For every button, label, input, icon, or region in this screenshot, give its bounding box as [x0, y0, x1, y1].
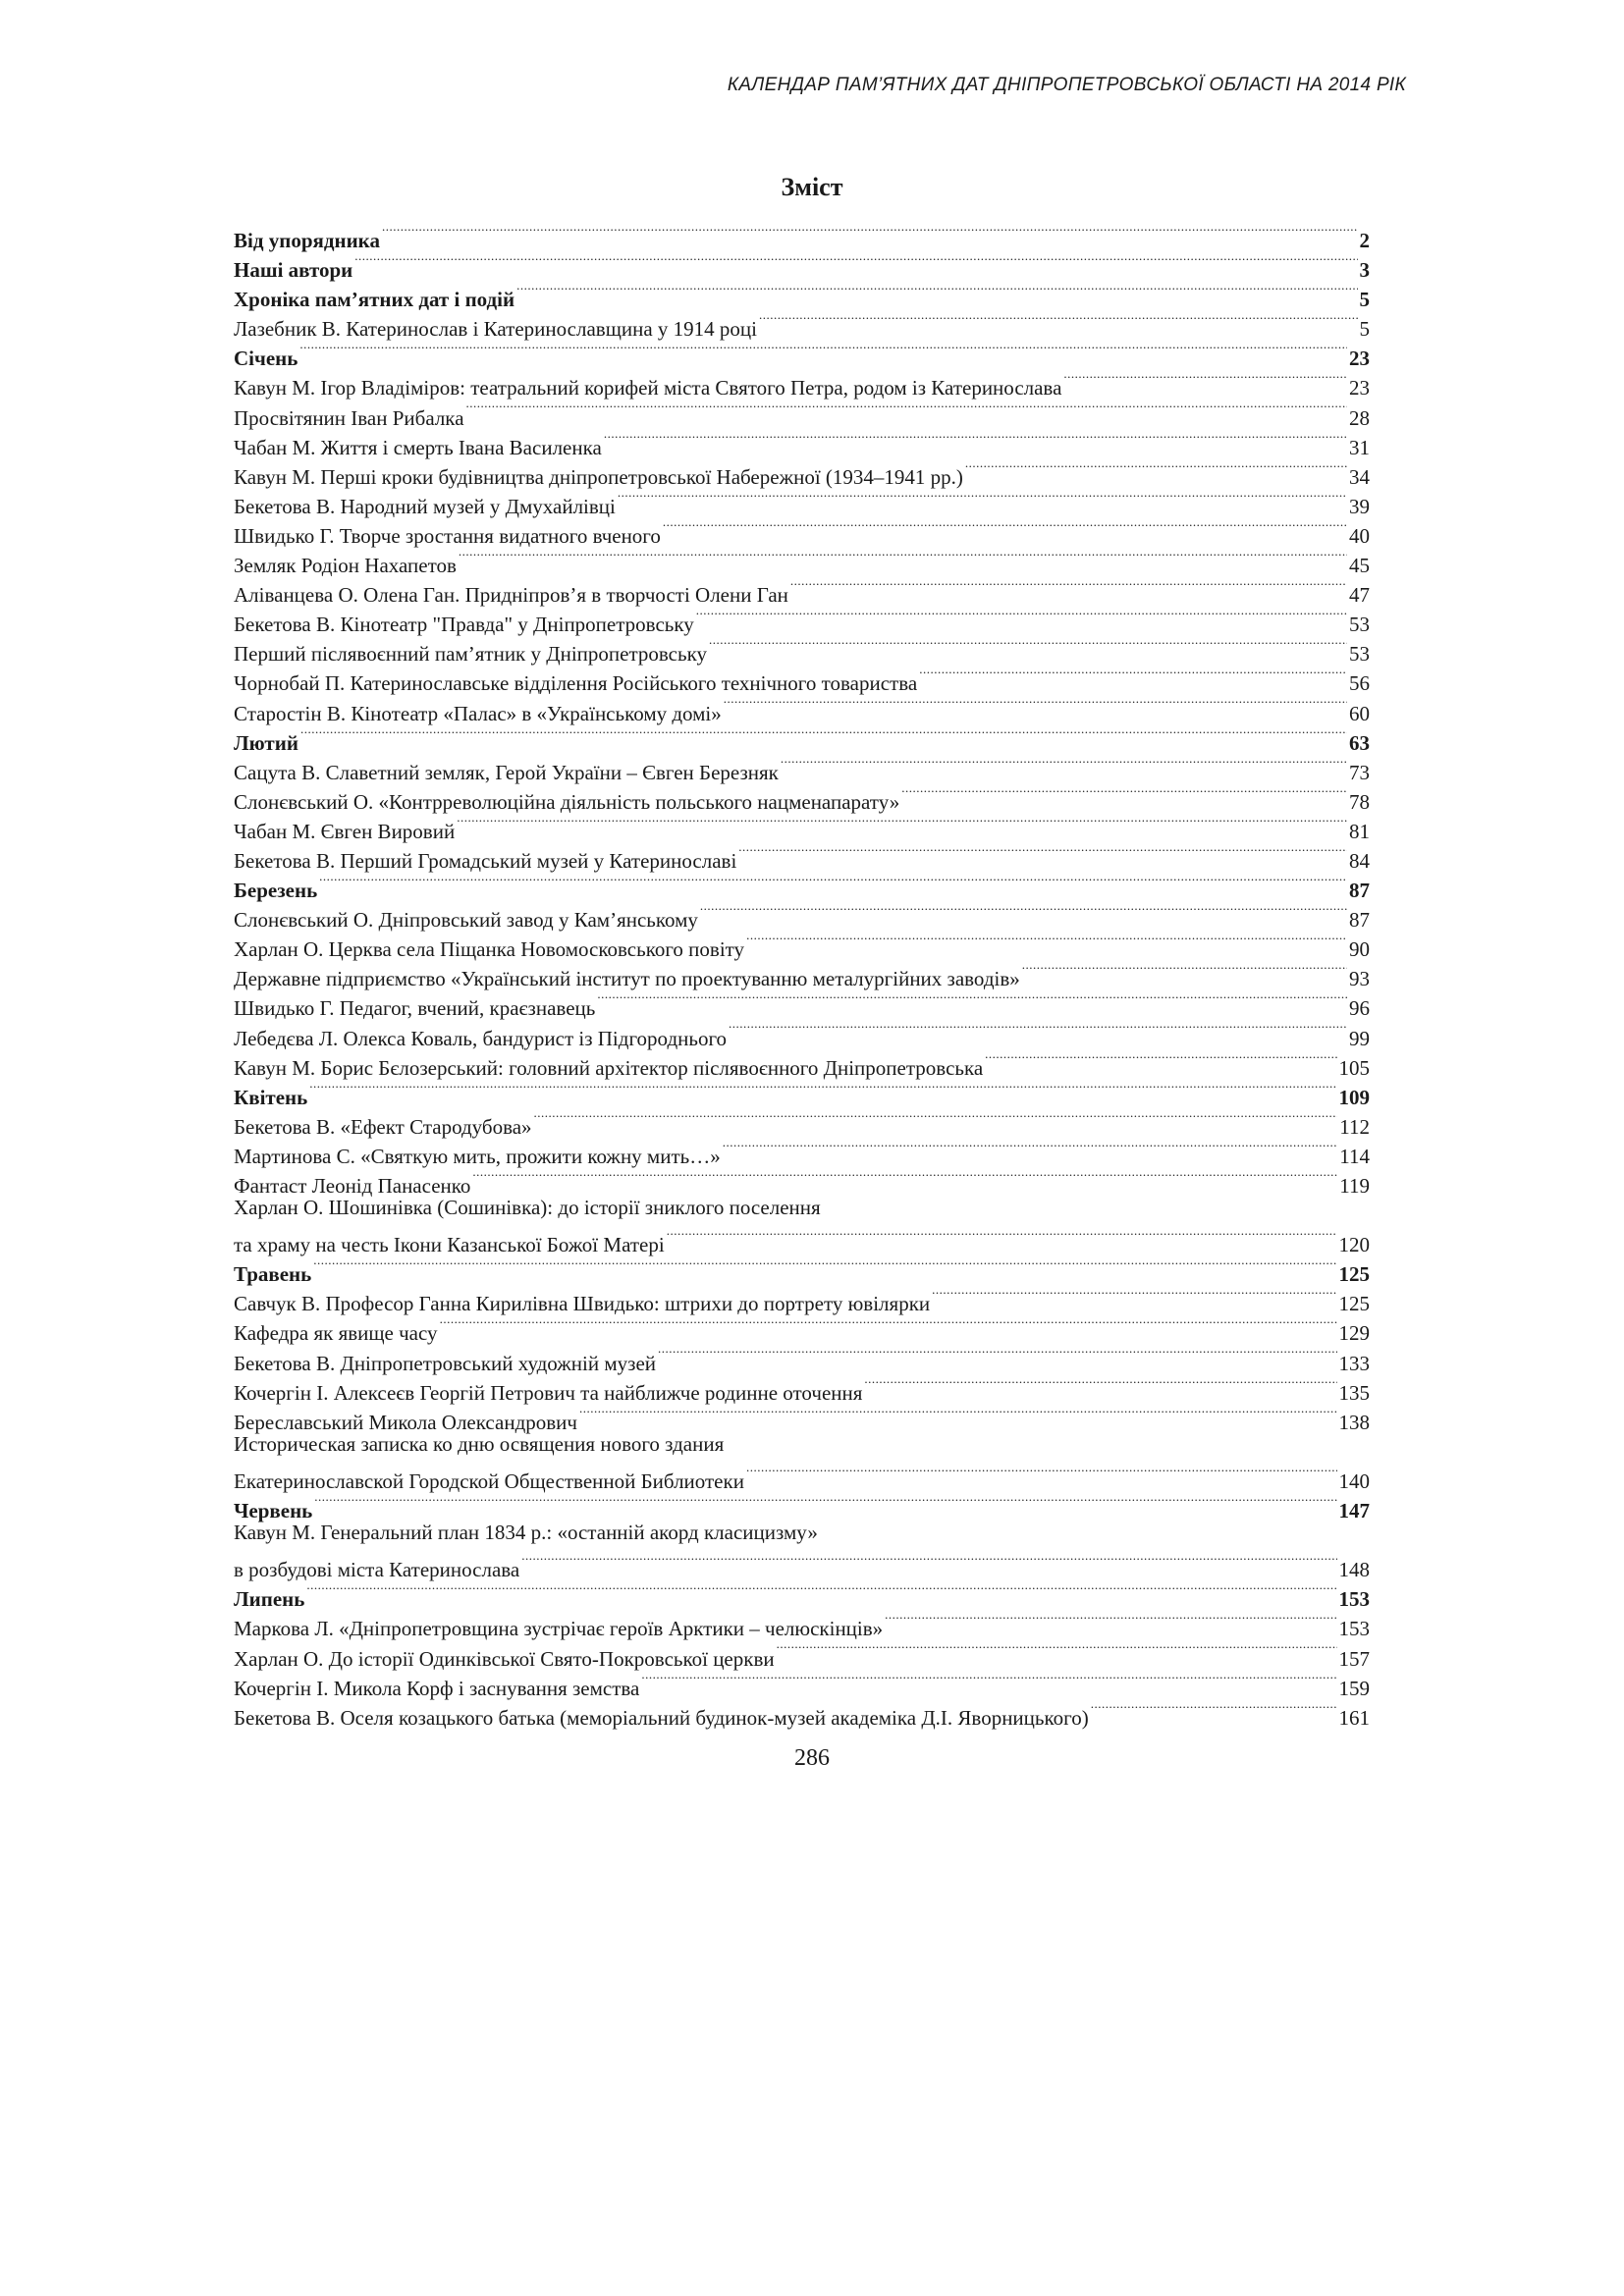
toc-entry	[234, 1281, 1370, 1316]
toc-entry	[234, 897, 1370, 933]
toc-page-number: 129	[1338, 1321, 1370, 1346]
toc-entry-title: Швидько Г. Творче зростання видатного вченого	[234, 523, 661, 548]
toc-dot-leader	[354, 247, 1357, 277]
running-header: КАЛЕНДАР ПАМ’ЯТНИХ ДАТ ДНІПРОПЕТРОВСЬКОЇ ОБЛАСТІ НА 2014 РІК	[727, 75, 1406, 95]
toc-dot-leader	[901, 779, 1347, 809]
toc-entry	[234, 1606, 1370, 1641]
toc-entry-title: Перший післявоєнний пам’ятник у Дніпропетровську	[234, 642, 707, 667]
toc-section-heading	[234, 721, 1370, 755]
toc-page-number: 109	[1338, 1085, 1370, 1109]
toc-entry-title: Березень	[234, 879, 318, 903]
toc-entry	[234, 1518, 1370, 1547]
toc-entry-title: Січень	[234, 347, 298, 371]
toc-dot-leader	[932, 1281, 1336, 1310]
toc-entry	[234, 1193, 1370, 1222]
toc-entry-title: Бекетова В. Дніпропетровський художній музей	[234, 1351, 656, 1375]
toc-dot-leader	[597, 986, 1347, 1015]
toc-entry	[234, 1222, 1370, 1257]
toc-page-number: 159	[1338, 1676, 1370, 1700]
toc-dot-leader	[618, 484, 1347, 513]
toc-page-number: 53	[1349, 613, 1370, 637]
toc-section-heading	[234, 1252, 1370, 1287]
toc-page-number: 112	[1339, 1114, 1370, 1139]
toc-entry-title: Екатеринославской Городской Общественной Библиотеки	[234, 1468, 744, 1493]
toc-entry-title: Сацута В. Славетний земляк, Герой України – Євген Березняк	[234, 760, 779, 784]
toc-entry-title: Бекетова В. Перший Громадський музей у Катеринославі	[234, 848, 737, 873]
toc-dot-leader	[667, 1222, 1337, 1252]
toc-section-heading	[234, 218, 1370, 252]
toc-entry-title: Аліванцева О. Олена Ган. Придніпров’я в творчості Олени Ган	[234, 583, 788, 608]
toc-dot-leader	[1091, 1695, 1337, 1725]
toc-entry-title: Чорнобай П. Катеринославське відділення Російського технічного товариства	[234, 671, 918, 696]
toc-entry-title: Слонєвський О. «Контрреволюційна діяльність польського нацменапарату»	[234, 789, 900, 814]
toc-page-number: 5	[1359, 288, 1370, 312]
toc-dot-leader	[696, 602, 1347, 631]
toc-dot-leader	[746, 927, 1347, 956]
toc-section-heading	[234, 1075, 1370, 1109]
toc-dot-leader	[700, 897, 1347, 927]
toc-entry-title: Фантаст Леонід Панасенко	[234, 1174, 471, 1198]
toc-entry-title: Кавун М. Перші кроки будівництва дніпропетровської Набережної (1934–1941 рр.)	[234, 464, 963, 489]
toc-dot-leader	[309, 1075, 1336, 1104]
toc-section-heading	[234, 336, 1370, 371]
toc-section-heading	[234, 277, 1370, 312]
toc-dot-leader	[306, 1576, 1336, 1606]
toc-dot-leader	[885, 1606, 1336, 1635]
toc-page-number: 23	[1349, 376, 1370, 400]
toc-title: Зміст	[781, 173, 843, 201]
toc-dot-leader	[746, 1459, 1337, 1488]
toc-entry-title: та храму на честь Ікони Казанської Божої Матері	[234, 1233, 665, 1257]
toc-entry-title: Бекетова В. Народний музей у Дмухайлівці	[234, 494, 616, 518]
toc-section-heading	[234, 1488, 1370, 1523]
toc-page-number: 120	[1338, 1233, 1370, 1257]
toc-page-number: 153	[1338, 1617, 1370, 1641]
toc-dot-leader	[919, 661, 1347, 690]
toc-entry-title: Слонєвський О. Дніпровський завод у Кам’янському	[234, 908, 698, 933]
toc-page-number: 99	[1349, 1026, 1370, 1050]
toc-page-number: 105	[1338, 1055, 1370, 1080]
toc-entry-title: Кавун М. Генеральний план 1834 р.: «останній акорд класицизму»	[234, 1521, 818, 1545]
toc-page-number: 87	[1349, 879, 1370, 903]
toc-dot-leader	[738, 838, 1347, 868]
toc-dot-leader	[459, 543, 1347, 572]
toc-page-number: 138	[1338, 1410, 1370, 1434]
toc-page-number: 148	[1338, 1558, 1370, 1582]
toc-section-heading	[234, 1576, 1370, 1612]
toc-dot-leader	[729, 1016, 1347, 1045]
toc-page-number: 31	[1349, 435, 1370, 459]
toc-entry	[234, 1459, 1370, 1493]
toc-entry-title: Чабан М. Євген Вировий	[234, 819, 456, 843]
toc-dot-leader	[1022, 956, 1347, 986]
toc-entry-title: Бекетова В. «Ефект Стародубова»	[234, 1114, 532, 1139]
toc-dot-leader	[440, 1310, 1337, 1340]
toc-dot-leader	[313, 1252, 1336, 1281]
toc-dot-leader	[521, 1547, 1336, 1576]
toc-entry-title: Мартинова С. «Святкую мить, прожити кожну мить…»	[234, 1144, 721, 1168]
toc-page-number: 147	[1338, 1499, 1370, 1523]
toc-dot-leader	[472, 1163, 1337, 1193]
toc-entry-title: Швидько Г. Педагог, вчений, краєзнавець	[234, 996, 596, 1021]
toc-entry-title: Старостін В. Кінотеатр «Палас» в «Українському домі»	[234, 701, 722, 725]
toc-entry-title: Харлан О. До історії Одинківської Свято-Покровської церкви	[234, 1646, 775, 1671]
toc-entry-title: Бекетова В. Оселя козацького батька (меморіальний будинок-музей академіка Д.І. Яворницького)	[234, 1705, 1089, 1730]
toc-page-number: 63	[1349, 730, 1370, 755]
toc-section-heading	[234, 868, 1370, 903]
table-of-contents	[234, 218, 1370, 1730]
toc-entry-title: Лазебник В. Катеринослав і Катеринославщина у 1914 році	[234, 317, 758, 342]
toc-entry-title: Лебедєва Л. Олекса Коваль, бандурист із Підгороднього	[234, 1026, 728, 1050]
toc-entry-title: Савчук В. Професор Ганна Кирилівна Швидько: штрихи до портрету ювілярки	[234, 1292, 931, 1316]
toc-dot-leader	[985, 1045, 1336, 1075]
toc-page-number: 153	[1338, 1587, 1370, 1612]
toc-dot-leader	[723, 1134, 1338, 1163]
toc-entry	[234, 1547, 1370, 1582]
toc-entry-title: Травень	[234, 1262, 312, 1287]
toc-entry-title: Квітень	[234, 1085, 308, 1109]
toc-dot-leader	[300, 721, 1347, 750]
toc-dot-leader	[709, 631, 1347, 661]
toc-dot-leader	[790, 572, 1347, 602]
toc-page-number: 90	[1349, 937, 1370, 962]
toc-entry	[234, 365, 1370, 400]
toc-entry-title: Державне підприємство «Український інститут по проектуванню металургійних заводів»	[234, 967, 1020, 991]
toc-entry-title: Маркова Л. «Дніпропетровщина зустрічає героїв Арктики – челюскінців»	[234, 1617, 884, 1641]
toc-entry-title: Кавун М. Ігор Владіміров: театральний корифей міста Святого Петра, родом із Катеринослава	[234, 376, 1062, 400]
toc-page-number: 81	[1349, 819, 1370, 843]
toc-dot-leader	[1063, 365, 1347, 395]
toc-page-number: 60	[1349, 701, 1370, 725]
toc-entry-title: Лютий	[234, 730, 298, 755]
toc-page-number: 93	[1349, 967, 1370, 991]
toc-entry-title: Кочергін І. Алексеєв Георгій Петрович та найближче родинне оточення	[234, 1380, 863, 1405]
toc-entry-title: Липень	[234, 1587, 305, 1612]
toc-entry-title: Земляк Родіон Нахапетов	[234, 554, 457, 578]
toc-entry	[234, 1104, 1370, 1139]
toc-dot-leader	[965, 454, 1347, 484]
toc-dot-leader	[781, 750, 1347, 779]
toc-dot-leader	[314, 1488, 1336, 1518]
toc-entry-title: Червень	[234, 1499, 313, 1523]
toc-page-number: 47	[1349, 583, 1370, 608]
toc-dot-leader	[579, 1400, 1337, 1429]
toc-entry-title: Историческая записка ко дню освящения нового здания	[234, 1431, 725, 1456]
toc-page-number: 78	[1349, 789, 1370, 814]
toc-entry	[234, 1429, 1370, 1459]
toc-page-number: 114	[1339, 1144, 1370, 1168]
toc-entry-title: Просвітянин Іван Рибалка	[234, 405, 464, 430]
toc-dot-leader	[466, 396, 1347, 425]
toc-dot-leader	[864, 1370, 1336, 1400]
toc-page-number: 34	[1349, 464, 1370, 489]
toc-page-number: 84	[1349, 848, 1370, 873]
toc-page-number: 157	[1338, 1646, 1370, 1671]
toc-entry-title: Хроніка пам’ятних дат і подій	[234, 288, 515, 312]
toc-page-number: 87	[1349, 908, 1370, 933]
toc-dot-leader	[663, 513, 1347, 543]
toc-page-number: 53	[1349, 642, 1370, 667]
toc-page-number: 2	[1359, 229, 1370, 252]
toc-page-number: 28	[1349, 405, 1370, 430]
toc-page-number: 119	[1339, 1174, 1370, 1198]
toc-entry-title: Береславський Микола Олександрович	[234, 1410, 577, 1434]
toc-page-number: 39	[1349, 494, 1370, 518]
toc-page-number: 140	[1338, 1468, 1370, 1493]
toc-dot-leader	[759, 306, 1357, 336]
toc-section-heading	[234, 247, 1370, 283]
toc-page-number: 125	[1338, 1292, 1370, 1316]
toc-entry-title: Кочергін І. Микола Корф і заснування земства	[234, 1676, 640, 1700]
toc-dot-leader	[299, 336, 1347, 365]
toc-dot-leader	[641, 1666, 1336, 1695]
toc-dot-leader	[658, 1341, 1337, 1370]
toc-page-number: 40	[1349, 523, 1370, 548]
toc-page-number: 5	[1359, 317, 1370, 342]
toc-dot-leader	[319, 868, 1347, 897]
toc-entry-title: Від упорядника	[234, 229, 380, 252]
toc-dot-leader	[724, 691, 1347, 721]
toc-dot-leader	[604, 425, 1347, 454]
toc-page-number: 161	[1338, 1705, 1370, 1730]
toc-page-number: 135	[1338, 1380, 1370, 1405]
toc-dot-leader	[516, 277, 1357, 306]
toc-dot-leader	[534, 1104, 1338, 1134]
toc-page-number: 96	[1349, 996, 1370, 1021]
toc-page-number: 125	[1338, 1262, 1370, 1287]
toc-page-number: 3	[1359, 258, 1370, 283]
toc-entry	[234, 750, 1370, 784]
toc-page-number: 45	[1349, 554, 1370, 578]
toc-entry-title: Наші автори	[234, 258, 353, 283]
toc-page-number: 23	[1349, 347, 1370, 371]
toc-page-number: 56	[1349, 671, 1370, 696]
toc-dot-leader	[777, 1636, 1337, 1666]
page-number: 286	[794, 1745, 830, 1771]
toc-entry-title: Харлан О. Шошинівка (Сошинівка): до історії зниклого поселення	[234, 1196, 821, 1220]
toc-entry-title: Харлан О. Церква села Піщанка Новомосковського повіту	[234, 937, 745, 962]
toc-entry-title: Кавун М. Борис Бєлозерський: головний архітектор післявоєнного Дніпропетровська	[234, 1055, 984, 1080]
toc-entry-title: Бекетова В. Кінотеатр "Правда" у Дніпропетровську	[234, 613, 694, 637]
toc-entry-title: Чабан М. Життя і смерть Івана Василенка	[234, 435, 602, 459]
toc-entry-title: в розбудові міста Катеринослава	[234, 1558, 520, 1582]
toc-dot-leader	[382, 218, 1358, 247]
toc-entry-title: Кафедра як явище часу	[234, 1321, 438, 1346]
toc-page-number: 73	[1349, 760, 1370, 784]
toc-page-number: 133	[1338, 1351, 1370, 1375]
toc-dot-leader	[457, 809, 1347, 838]
